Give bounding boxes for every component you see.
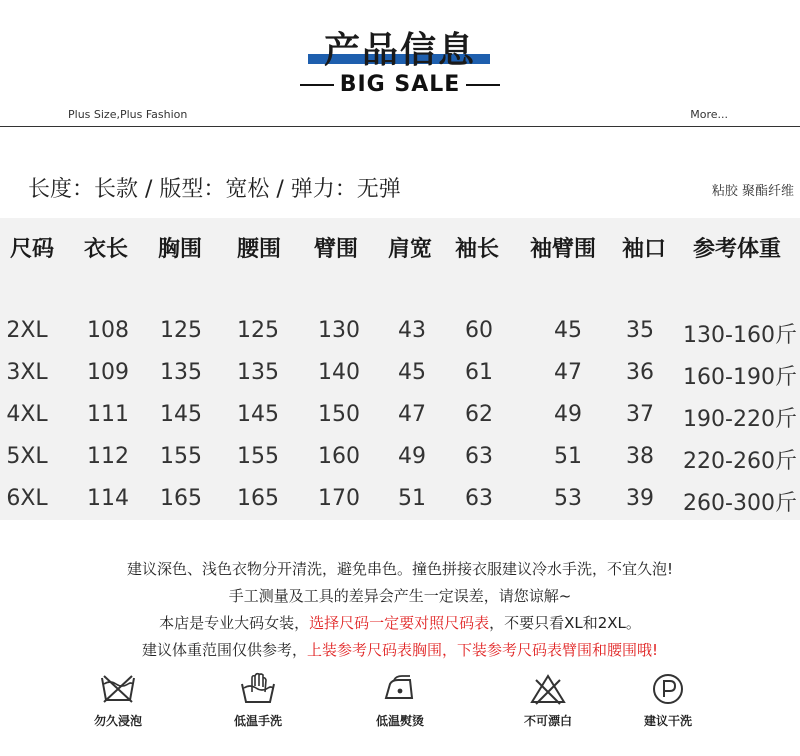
- table-cell: 108: [87, 318, 129, 343]
- table-cell: 125: [160, 318, 202, 343]
- table-cell: 61: [465, 360, 493, 385]
- table-cell: 47: [398, 402, 426, 427]
- table-row: [0, 360, 800, 400]
- table-cell: 190-220斤: [683, 407, 797, 432]
- table-cell: 43: [398, 318, 426, 343]
- header-cell: 袖长: [454, 237, 500, 262]
- material-info: 粘胶 聚酯纤维: [711, 184, 794, 199]
- table-cell: 4XL: [6, 402, 48, 427]
- tagline: Plus Size,Plus Fashion: [68, 108, 188, 121]
- dry-clean-icon: [648, 672, 688, 706]
- header-cell: 尺码: [9, 237, 55, 262]
- table-cell: 130: [318, 318, 360, 343]
- care-item-dry-clean: [613, 672, 723, 729]
- note-text: 建议体重范围仅供参考，: [141, 641, 307, 659]
- subtitle-dash-left: [300, 84, 334, 86]
- header-divider: [0, 126, 800, 127]
- table-cell: 35: [626, 318, 654, 343]
- note-line-2: 手工测量及工具的差异会产生一定误差，请您谅解~: [228, 587, 572, 605]
- table-cell: 135: [160, 360, 202, 385]
- table-cell: 260-300斤: [683, 491, 797, 516]
- table-cell: 170: [318, 486, 360, 511]
- table-cell: 39: [626, 486, 654, 511]
- care-label: 勿久浸泡: [93, 714, 142, 728]
- table-cell: 45: [398, 360, 426, 385]
- care-label: 不可漂白: [523, 714, 572, 728]
- table-cell: 63: [465, 444, 493, 469]
- table-cell: 62: [465, 402, 493, 427]
- header-cell: 胸围: [157, 237, 203, 262]
- table-cell: 130-160斤: [683, 323, 797, 348]
- table-cell: 111: [87, 402, 129, 427]
- table-cell: 140: [318, 360, 360, 385]
- subtitle-dash-right: [466, 84, 500, 86]
- header-cell: 参考体重: [692, 237, 782, 262]
- table-cell: 49: [398, 444, 426, 469]
- table-cell: 63: [465, 486, 493, 511]
- table-cell: 125: [237, 318, 279, 343]
- table-cell: 47: [554, 360, 582, 385]
- note-line-1: 建议深色、浅色衣物分开清洗，避免串色。撞色拼接衣服建议冷水手洗，不宜久泡!: [126, 560, 674, 578]
- note-highlight: 选择尺码一定要对照尺码表: [309, 614, 490, 632]
- table-cell: 38: [626, 444, 654, 469]
- table-cell: 135: [237, 360, 279, 385]
- table-cell: 155: [160, 444, 202, 469]
- table-cell: 6XL: [6, 486, 48, 511]
- table-cell: 53: [554, 486, 582, 511]
- care-item-low-iron: [345, 672, 455, 729]
- table-cell: 37: [626, 402, 654, 427]
- note-text: 本店是专业大码女装，: [159, 614, 310, 632]
- care-instructions: [0, 672, 800, 756]
- table-row: [0, 402, 800, 442]
- table-cell: 3XL: [6, 360, 48, 385]
- table-cell: 51: [398, 486, 426, 511]
- table-cell: 160-190斤: [683, 365, 797, 390]
- care-item-no-bleach: [493, 672, 603, 729]
- note-text: ，不要只看XL和2XL。: [489, 614, 641, 632]
- subtitle: [0, 72, 800, 97]
- table-row: [0, 444, 800, 484]
- table-header-row: [0, 232, 800, 272]
- no-soak-icon: [98, 672, 138, 706]
- table-cell: 45: [554, 318, 582, 343]
- hand-wash-icon: [238, 672, 278, 706]
- header-cell: 袖口: [621, 237, 667, 262]
- table-cell: 109: [87, 360, 129, 385]
- table-cell: 49: [554, 402, 582, 427]
- product-specs: 长度：长款 / 版型：宽松 / 弹力：无弹: [28, 177, 401, 202]
- table-cell: 165: [237, 486, 279, 511]
- note-line-3: [0, 610, 800, 637]
- table-cell: 145: [237, 402, 279, 427]
- note-line-4: [0, 637, 800, 664]
- low-iron-icon: [380, 672, 420, 706]
- page-title: 产品信息: [323, 30, 476, 71]
- table-cell: 5XL: [6, 444, 48, 469]
- table-cell: 145: [160, 402, 202, 427]
- table-row: [0, 318, 800, 358]
- table-cell: 165: [160, 486, 202, 511]
- table-cell: 51: [554, 444, 582, 469]
- header-cell: 袖臂围: [529, 237, 597, 262]
- care-notes: [0, 556, 800, 664]
- table-cell: 155: [237, 444, 279, 469]
- table-row: [0, 486, 800, 526]
- size-table: [0, 218, 800, 520]
- table-cell: 112: [87, 444, 129, 469]
- table-cell: 60: [465, 318, 493, 343]
- subtitle-text: BIG SALE: [339, 72, 461, 97]
- table-cell: 220-260斤: [683, 449, 797, 474]
- header: [0, 0, 800, 130]
- care-item-hand-wash: [203, 672, 313, 729]
- more-link[interactable]: More...: [690, 108, 728, 121]
- no-bleach-icon: [528, 672, 568, 706]
- header-cell: 衣长: [83, 237, 129, 262]
- care-label: 低温手洗: [233, 714, 282, 728]
- care-label: 建议干洗: [643, 714, 692, 728]
- table-cell: 2XL: [6, 318, 48, 343]
- care-label: 低温熨烫: [375, 714, 424, 728]
- table-cell: 114: [87, 486, 129, 511]
- header-cell: 臂围: [313, 237, 359, 262]
- table-cell: 160: [318, 444, 360, 469]
- header-cell: 肩宽: [387, 237, 433, 262]
- table-cell: 36: [626, 360, 654, 385]
- table-cell: 150: [318, 402, 360, 427]
- care-item-no-soak: [63, 672, 173, 729]
- header-cell: 腰围: [236, 237, 282, 262]
- note-highlight: 上装参考尺码表胸围，下装参考尺码表臂围和腰围哦!: [307, 641, 659, 659]
